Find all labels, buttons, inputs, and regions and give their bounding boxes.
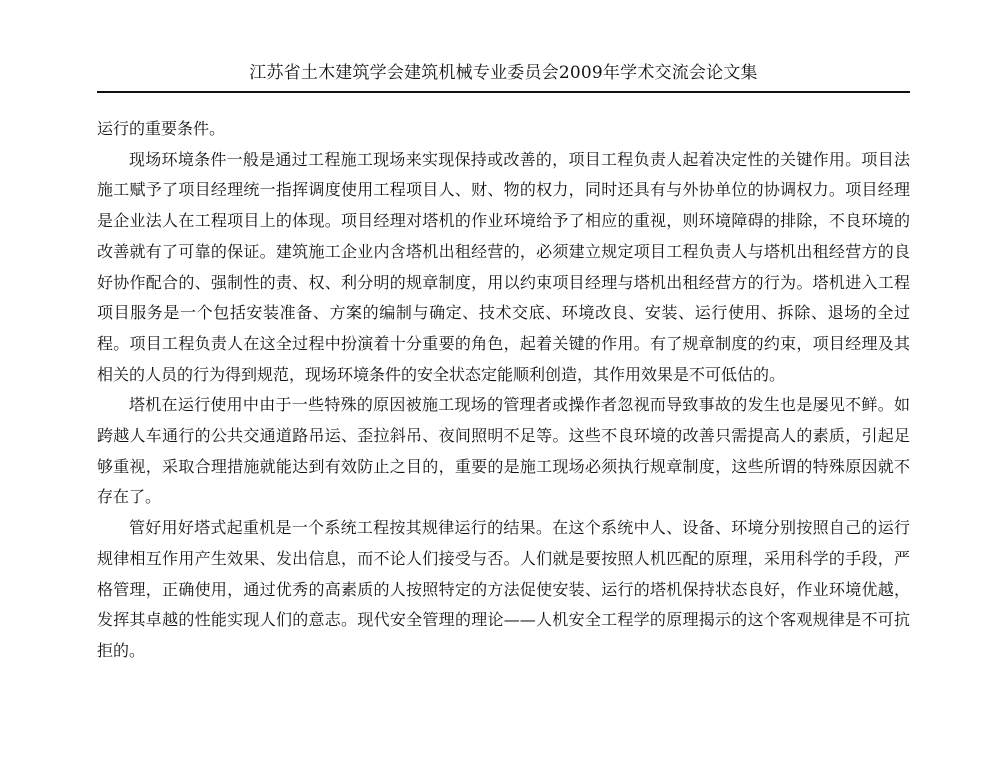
header-rule xyxy=(97,91,910,93)
paragraph-system-engineering: 管好用好塔式起重机是一个系统工程按其规律运行的结果。在这个系统中人、设备、环境分别按照自己的运行规律相互作用产生效果、发出信息，而不论人们接受与否。人们就是要按照人机匹配的原理，采用科学的手段，严格管理，正确使用，通过优秀的高素质的人按照特定的方法促使安装、运行的塔机保持状态良好，作业环境优越，发挥其卓越的性能实现人们的意志。现代安全管理的理论——人机安全工程学的原理揭示的这个客观规律是不可抗拒的。 xyxy=(97,518,910,660)
paragraph-site-environment: 现场环境条件一般是通过工程施工现场来实现保持或改善的，项目工程负责人起着决定性的关键作用。项目法施工赋予了项目经理统一指挥调度使用工程项目人、财、物的权力，同时还具有与外协单位的协调权力。项目经理是企业法人在工程项目上的体现。项目经理对塔机的作业环境给予了相应的重视，则环境障碍的排除，不良环境的改善就有了可靠的保证。建筑施工企业内含塔机出租经营的，必须建立规定项目工程负责人与塔机出租经营方的良好协作配合的、强制性的责、权、利分明的规章制度，用以约束项目经理与塔机出租经营方的行为。塔机进入工程项目服务是一个包括安装准备、方案的编制与确定、技术交底、环境改良、安装、运行使用、拆除、退场的全过程。项目工程负责人在这全过程中扮演着十分重要的角色，起着关键的作用。有了规章制度的约束，项目经理及其相关的人员的行为得到规范，现场环境条件的安全状态定能顺利创造，其作用效果是不可低估的。 xyxy=(97,149,910,384)
paragraph-continuation: 运行的重要条件。 xyxy=(97,119,226,138)
body-text xyxy=(97,114,910,667)
paragraph-special-causes: 塔机在运行使用中由于一些特殊的原因被施工现场的管理者或操作者忽视而导致事故的发生也是屡见不鲜。如跨越人车通行的公共交通道路吊运、歪拉斜吊、夜间照明不足等。这些不良环境的改善只需提高人的素质，引起足够重视，采取合理措施就能达到有效防止之目的，重要的是施工现场必须执行规章制度，这些所谓的特殊原因就不存在了。 xyxy=(97,395,910,507)
running-header: 江苏省土木建筑学会建筑机械专业委员会2009年学术交流会论文集 xyxy=(249,63,758,83)
